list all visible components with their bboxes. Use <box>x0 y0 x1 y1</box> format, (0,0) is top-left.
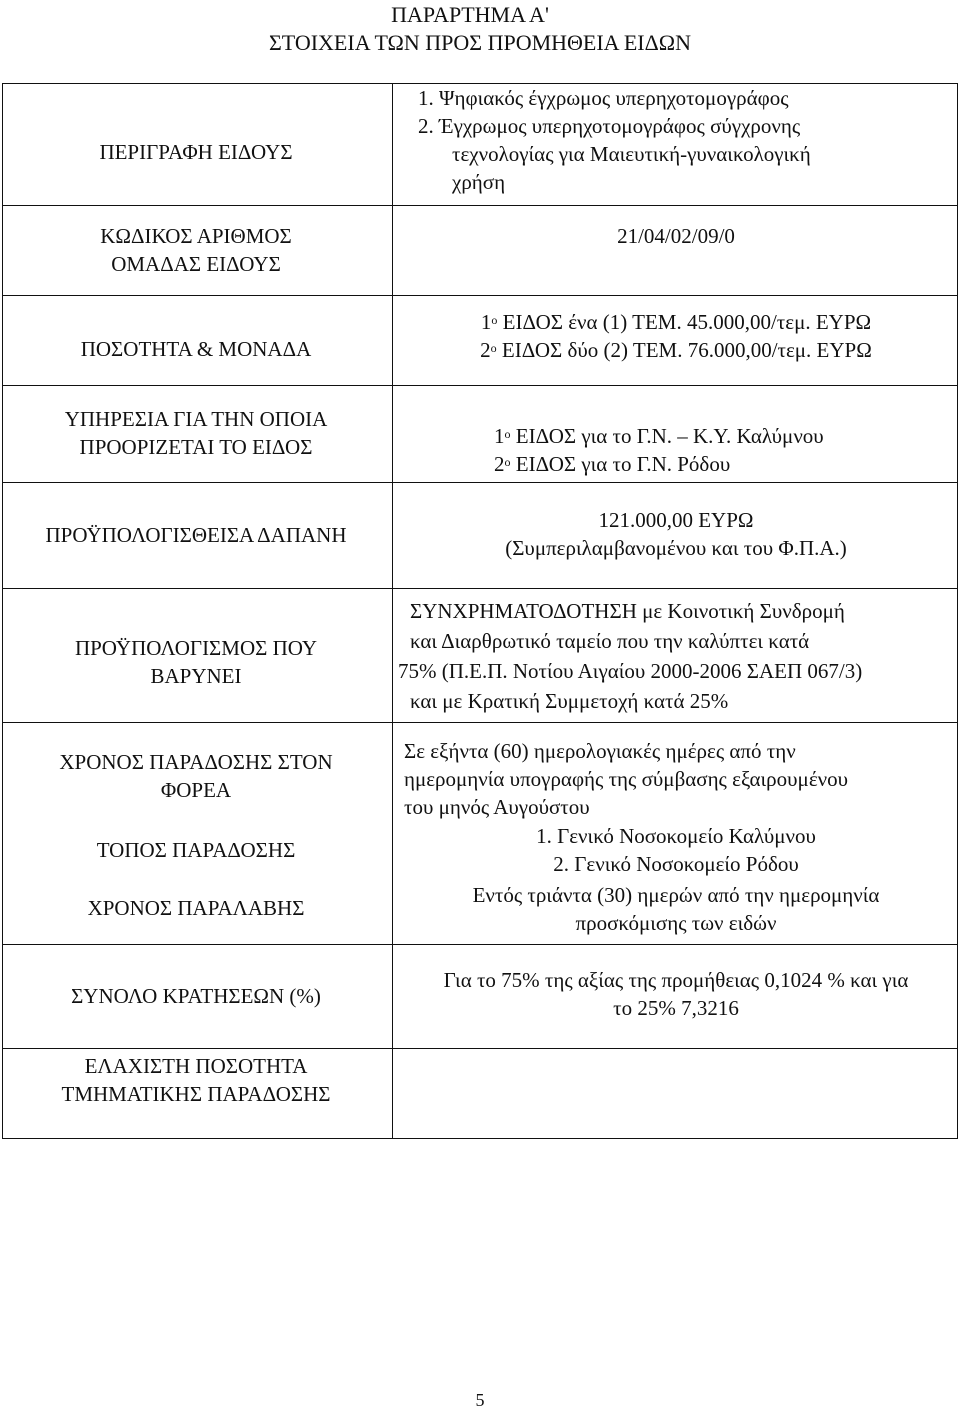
receipt-time-line-1: Εντός τριάντα (30) ημερών από την ημερομηνία <box>472 883 880 907</box>
deductions-value <box>396 966 956 1022</box>
description-item-2-line-3: χρήση <box>452 170 506 194</box>
funding-line-1: ΣΥΝΧΡΗΜΑΤΟΔΟΤΗΣΗ με Κοινοτική Συνδρομή <box>410 599 845 623</box>
minimum-delivery-label-line-2: ΤΜΗΜΑΤΙΚΗΣ ΠΑΡΑΔΟΣΗΣ <box>61 1082 331 1106</box>
service-label-line-2: ΠΡΟΟΡΙΖΕΤΑΙ ΤΟ ΕΙΔΟΣ <box>79 435 313 459</box>
delivery-time-label <box>4 748 388 804</box>
receipt-time-label: ΧΡΟΝΟΣ ΠΑΡΑΛΑΒΗΣ <box>87 896 305 920</box>
deductions-line-1: Για το 75% της αξίας της προμήθειας 0,1024 % και για <box>443 968 909 992</box>
description-item-2-line-2: τεχνολογίας για Μαιευτική-γυναικολογική <box>452 142 811 166</box>
delivery-place-line-1: 1. Γενικό Νοσοκομείο Καλύμνου <box>536 824 816 848</box>
minimum-delivery-label-line-1: ΕΛΑΧΙΣΤΗ ΠΟΣΟΤΗΤΑ <box>84 1054 308 1078</box>
funding-label <box>4 634 388 690</box>
receipt-time-line-2: προσκόμισης των ειδών <box>575 911 777 935</box>
budget-amount: 121.000,00 ΕΥΡΩ <box>598 508 754 532</box>
receipt-time-value <box>396 881 956 937</box>
quantity-label: ΠΟΣΟΤΗΤΑ & ΜΟΝΑΔΑ <box>80 337 312 361</box>
delivery-time-label-line-2: ΦΟΡΕΑ <box>160 778 232 802</box>
service-label <box>4 405 388 461</box>
delivery-time-label-line-1: ΧΡΟΝΟΣ ΠΑΡΑΔΟΣΗΣ ΣΤΟΝ <box>59 750 333 774</box>
page-number: 5 <box>475 1390 485 1410</box>
code-label-line-2: ΟΜΑΔΑΣ ΕΙΔΟΥΣ <box>111 252 281 276</box>
quantity-value <box>396 308 956 364</box>
delivery-place-line-2: 2. Γενικό Νοσοκομείο Ρόδου <box>553 852 799 876</box>
service-line-1: $1^o$ ΕΙΔΟΣ για το Γ.Ν. – Κ.Υ. Καλύμνου <box>494 424 824 448</box>
deductions-label: ΣΥΝΟΛΟ ΚΡΑΤΗΣΕΩΝ (%) <box>71 984 321 1008</box>
delivery-time-line-1: Σε εξήντα (60) ημερολογιακές ημέρες από την <box>404 739 796 763</box>
delivery-place-value <box>396 822 956 878</box>
budget-label: ΠΡΟΫΠΟΛΟΓΙΣΘΕΙΣΑ ΔΑΠΑΝΗ <box>45 523 347 547</box>
funding-line-2: και Διαρθρωτικό ταμείο που την καλύπτει κατά <box>410 629 810 653</box>
funding-line-4: και με Κρατική Συμμετοχή κατά 25% <box>410 689 729 713</box>
description-label: ΠΕΡΙΓΡΑΦΗ ΕΙΔΟΥΣ <box>99 140 293 164</box>
service-value <box>494 422 954 478</box>
delivery-time-line-2: ημερομηνία υπογραφής της σύμβασης εξαιρουμένου <box>404 767 849 791</box>
annex-title: ΠΑΡΑΡΤΗΜΑ Α' <box>391 2 549 27</box>
funding-label-line-2: ΒΑΡΥΝΕΙ <box>150 664 242 688</box>
description-item-2-line-1: 2. Έγχρωμος υπερηχοτομογράφος σύγχρονης <box>418 114 801 138</box>
deductions-line-2: το 25% 7,3216 <box>613 996 739 1020</box>
delivery-time-value <box>404 737 956 821</box>
service-line-2: $2^o$ ΕΙΔΟΣ για το Γ.Ν. Ρόδου <box>494 452 731 476</box>
funding-value <box>398 596 956 716</box>
quantity-line-2: $2^o$ ΕΙΔΟΣ δύο (2) ΤΕΜ. 76.000,00/τεμ. ΕΥΡΩ <box>480 338 872 362</box>
funding-label-line-1: ΠΡΟΫΠΟΛΟΓΙΣΜΟΣ ΠΟΥ <box>74 636 318 660</box>
code-label-line-1: ΚΩΔΙΚΟΣ ΑΡΙΘΜΟΣ <box>100 224 292 248</box>
delivery-time-line-3: του μηνός Αυγούστου <box>404 795 590 819</box>
budget-value <box>396 506 956 562</box>
annex-subtitle: ΣΤΟΙΧΕΙΑ ΤΩΝ ΠΡΟΣ ΠΡΟΜΗΘΕΙΑ ΕΙΔΩΝ <box>268 30 692 55</box>
description-value <box>418 84 958 196</box>
budget-vat-note: (Συμπεριλαμβανομένου και του Φ.Π.Α.) <box>505 536 847 560</box>
code-label <box>4 222 388 278</box>
code-value: 21/04/02/09/0 <box>617 224 735 248</box>
service-label-line-1: ΥΠΗΡΕΣΙΑ ΓΙΑ ΤΗΝ ΟΠΟΙΑ <box>64 407 328 431</box>
minimum-delivery-label <box>4 1052 388 1108</box>
description-item-1: 1. Ψηφιακός έγχρωμος υπερηχοτομογράφος <box>418 86 789 110</box>
delivery-place-label: ΤΟΠΟΣ ΠΑΡΑΔΟΣΗΣ <box>96 838 296 862</box>
quantity-line-1: $1^o$ ΕΙΔΟΣ ένα (1) ΤΕΜ. 45.000,00/τεμ. ΕΥΡΩ <box>480 310 872 334</box>
funding-line-3: 75% (Π.Ε.Π. Νοτίου Αιγαίου 2000-2006 ΣΑΕΠ 067/3) <box>398 659 863 683</box>
